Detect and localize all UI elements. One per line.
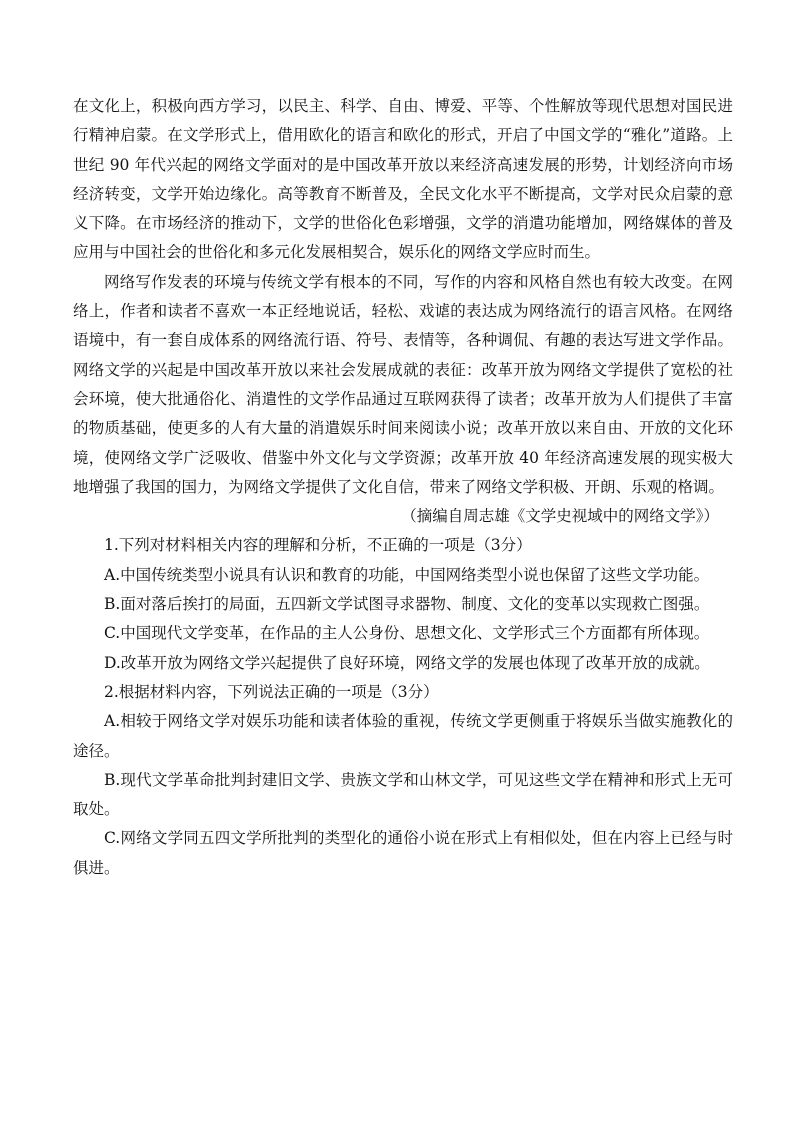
passage-paragraph-2: 网络写作发表的环境与传统文学有根本的不同，写作的内容和风格自然也有较大改变。在网络上，作者和读者不喜欢一本正经地说话，轻松、戏谑的表达成为网络流行的语言风格。在网络语境中，有一套自成体系的网络流行语、符号、表情等，各种调侃、有趣的表达写进文学作品。网络文学的兴起是中国改革开放以来社会发展成就的表征：改革开放为网络文学提供了宽松的社会环境，使大批通俗化、消遣性的文学作品通过互联网获得了读者；改革开放为人们提供了丰富的物质基础，使更多的人有大量的消遣娱乐时间来阅读小说；改革开放以来自由、开放的文化环境，使网络文学广泛吸收、借鉴中外文化与文学资源；改革开放 40 年经济高速发展的现实极大地增强了我国的国力，为网络文学提供了文化自信，带来了网络文学积极、开朗、乐观的格调。 xyxy=(73,272,733,496)
question-2-option-a: A.相较于网络文学对娱乐功能和读者体验的重视，传统文学更侧重于将娱乐当做实施教化的途径。 xyxy=(73,712,733,760)
document-body xyxy=(73,92,733,883)
question-2-option-c: C.网络文学同五四文学所批判的类型化的通俗小说在形式上有相似处，但在内容上已经与时俱进。 xyxy=(73,829,733,877)
passage-paragraph-1: 在文化上，积极向西方学习，以民主、科学、自由、博爱、平等、个性解放等现代思想对国民进行精神启蒙。在文学形式上，借用欧化的语言和欧化的形式，开启了中国文学的“雅化”道路。上世纪 90 年代兴起的网络文学面对的是中国改革开放以来经济高速发展的形势，计划经济向市场经济转变，文学开始边缘化。高等教育不断普及，全民文化水平不断提高，文学对民众启蒙的意义下降。在市场经济的推动下，文学的世俗化色彩增强，文学的消遣功能增加，网络媒体的普及应用与中国社会的世俗化和多元化发展相契合，娱乐化的网络文学应时而生。 xyxy=(73,97,733,262)
question-1-option-b: B.面对落后挨打的局面，五四新文学试图寻求器物、制度、文化的变革以实现救亡图强。 xyxy=(104,595,710,614)
question-1-option-d: D.改革开放为网络文学兴起提供了良好环境，网络文学的发展也体现了改革开放的成就。 xyxy=(104,653,710,672)
question-1-stem: 1.下列对材料相关内容的理解和分析，不正确的一项是（3分） xyxy=(104,536,532,555)
question-2-option-b: B.现代文学革命批判封建旧文学、贵族文学和山林文学，可见这些文学在精神和形式上无可取处。 xyxy=(73,770,733,819)
question-1-option-a: A.中国传统类型小说具有认识和教育的功能，中国网络类型小说也保留了这些文学功能。 xyxy=(104,565,710,584)
passage-source: （摘编自周志雄《文学史视域中的网络文学》） xyxy=(401,507,719,526)
question-1-option-c: C.中国现代文学变革，在作品的主人公身份、思想文化、文学形式三个方面都有所体现。 xyxy=(104,624,710,643)
question-2-stem: 2.根据材料内容，下列说法正确的一项是（3分） xyxy=(104,682,439,701)
